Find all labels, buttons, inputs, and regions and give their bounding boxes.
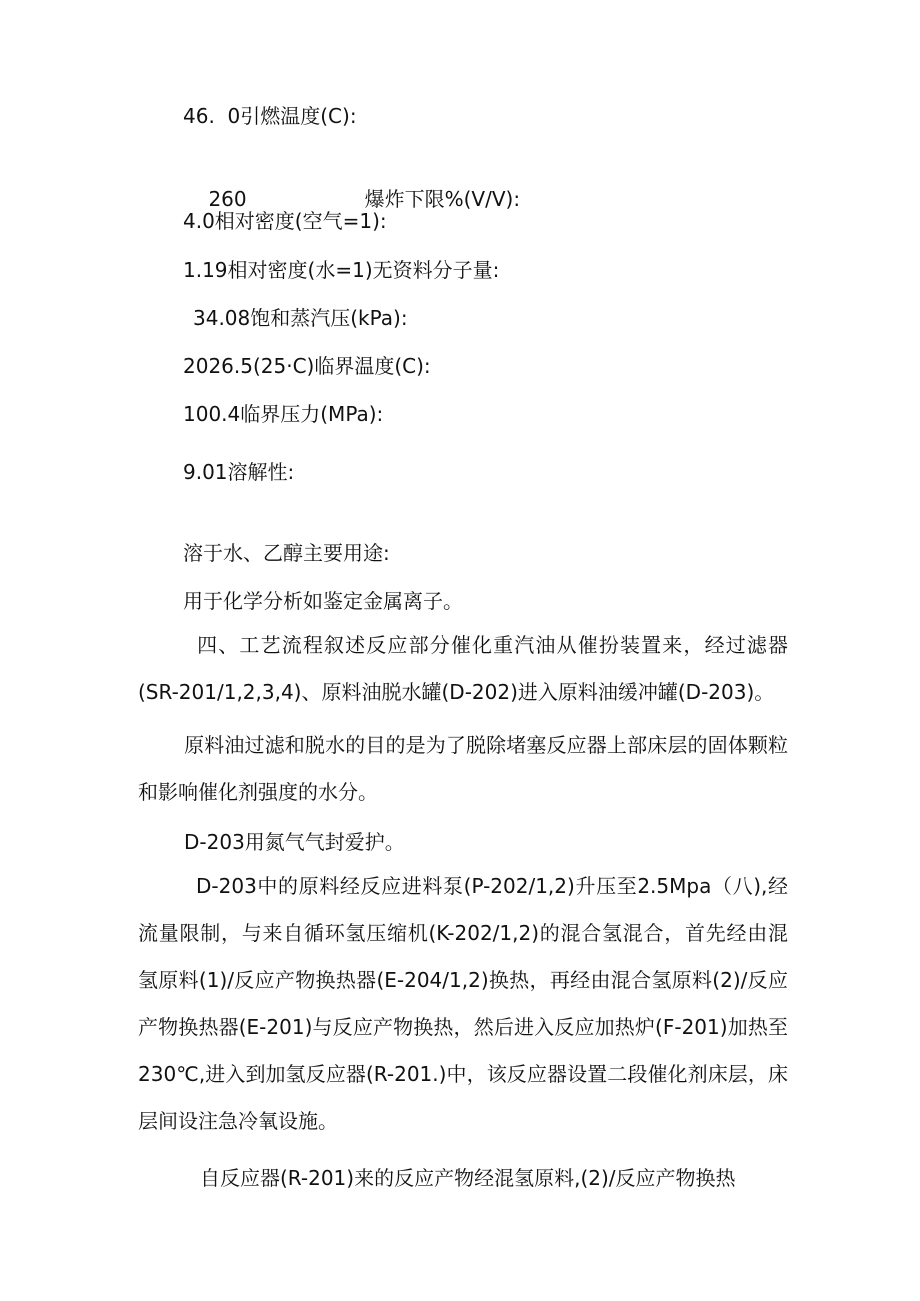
ignition-temperature-value: 260	[208, 187, 247, 211]
paragraph-reaction-product	[138, 1155, 788, 1202]
paragraph-reaction-flow-text: D-203中的原料经反应进料泵(P-202/1,2)升压至2.5Mpa（八),经流量限制，与来自循环氢压缩机(K-202/1,2)的混合氢混合，首先经由混氢原料(1)/反应产物换热器(E-204/1,2)换热，再经由混合氢原料(2)/反应产物换热器(E-201)与反应产物换热，然后进入反应加热炉(F-201)加热至230℃,进入到加氢反应器(R-201.)中，该反应器设置二段催化剂床层，床层间设注急冷氧设施。	[138, 874, 788, 1133]
explosion-limit-label: 爆炸下限%(V/V):	[364, 187, 521, 211]
usage-value: 用于化学分析如鉴定金属离子。	[183, 589, 463, 613]
property-line-relative-density-water: 1.19相对密度(水=1)无资料分子量:	[183, 258, 500, 282]
property-line-vapor-pressure: 34.08饱和蒸汽压(kPa):	[193, 306, 408, 330]
paragraph-nitrogen-seal	[138, 819, 788, 866]
property-line-ignition: 46. 0引燃温度(C):	[183, 104, 357, 128]
paragraph-process-overview-text: 四、工艺流程叙述反应部分催化重汽油从催扮装置来，经过滤器(SR-201/1,2,3,4)、原料油脱水罐(D-202)进入原料油缓冲罐(D-203)。	[138, 633, 788, 704]
property-line-critical-temperature: 2026.5(25·C)临界温度(C):	[183, 354, 431, 378]
property-line-relative-density-air: 4.0相对密度(空气=1):	[183, 209, 387, 233]
property-line-solubility: 9.01溶解性:	[183, 460, 295, 484]
solubility-value: 溶于水、乙醇主要用途:	[183, 541, 390, 565]
paragraph-reaction-flow	[138, 863, 788, 1145]
property-line-critical-pressure: 100.4临界压力(MPa):	[183, 402, 384, 426]
paragraph-filter-purpose	[138, 722, 788, 816]
paragraph-process-overview	[138, 622, 788, 716]
paragraph-nitrogen-seal-text: D-203用氮气气封爱护。	[184, 830, 405, 854]
paragraph-filter-purpose-text: 原料油过滤和脱水的目的是为了脱除堵塞反应器上部床层的固体颗粒和影响催化剂强度的水分。	[138, 733, 788, 804]
paragraph-reaction-product-text: 自反应器(R-201)来的反应产物经混氢原料,(2)/反应产物换热	[200, 1166, 736, 1190]
